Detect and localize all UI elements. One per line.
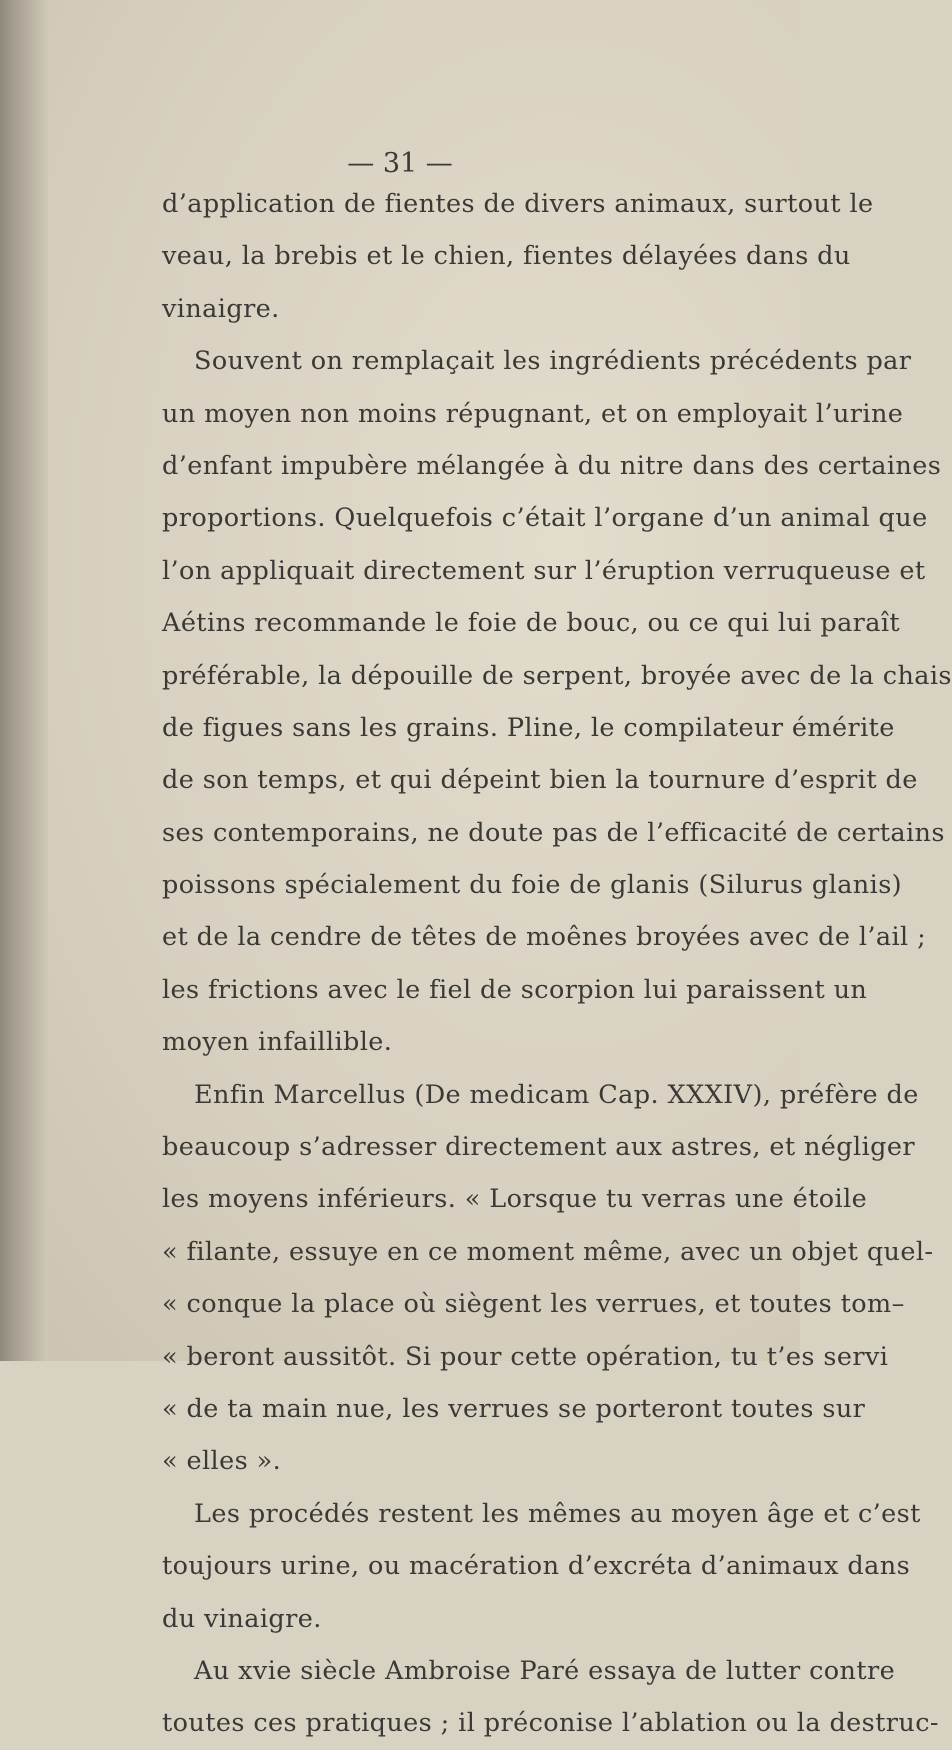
text-line: moyen infaillible.	[162, 1027, 393, 1058]
text-line: l’on appliquait directement sur l’éruption verruqueuse et	[162, 555, 926, 586]
text-line: toutes ces pratiques ; il préconise l’ablation ou la destruc-	[162, 1708, 939, 1739]
text-line: « elles ».	[162, 1446, 282, 1477]
page-number: — 31 —	[347, 148, 453, 179]
text-line: ses contemporains, ne doute pas de l’efficacité de certains	[162, 817, 945, 848]
text-line: Souvent on remplaçait les ingrédients précédents par	[194, 346, 912, 377]
text-line: d’enfant impubère mélangée à du nitre dans des certaines	[162, 450, 942, 481]
text-line: Les procédés restent les mêmes au moyen âge et c’est	[194, 1498, 921, 1529]
text-line: Au xvie siècle Ambroise Paré essaya de lutter contre	[194, 1655, 896, 1686]
text-line: proportions. Quelquefois c’était l’organe d’un animal que	[162, 503, 928, 534]
text-line: poissons spécialement du foie de glanis (Silurus glanis)	[162, 870, 903, 901]
body-text	[162, 178, 952, 1750]
text-line: « filante, essuye en ce moment même, avec un objet quel-	[162, 1236, 934, 1267]
text-line: « conque la place où siègent les verrues, et toutes tom–	[162, 1289, 905, 1320]
text-line: les frictions avec le fiel de scorpion lui paraissent un	[162, 974, 868, 1005]
text-line: beaucoup s’adresser directement aux astres, et négliger	[162, 1132, 915, 1163]
text-line: un moyen non moins répugnant, et on employait l’urine	[162, 398, 904, 429]
text-line: « beront aussitôt. Si pour cette opération, tu t’es servi	[162, 1341, 889, 1372]
text-line: veau, la brebis et le chien, fientes délayées dans du	[162, 241, 851, 272]
text-line: toujours urine, ou macération d’excréta d’animaux dans	[162, 1551, 911, 1582]
text-line: du vinaigre.	[162, 1603, 322, 1634]
text-line: préférable, la dépouille de serpent, broyée avec de la chais	[162, 660, 952, 691]
text-line: Enfin Marcellus (De medicam Cap. XXXIV), préfère de	[194, 1079, 919, 1110]
text-line: et de la cendre de têtes de moênes broyées avec de l’ail ;	[162, 922, 927, 953]
text-line: vinaigre.	[162, 293, 280, 324]
text-line: les moyens inférieurs. « Lorsque tu verras une étoile	[162, 1184, 868, 1215]
text-line: de figues sans les grains. Pline, le compilateur émérite	[162, 712, 895, 743]
page-binding-shadow	[0, 0, 48, 1361]
text-line: « de ta main nue, les verrues se porteront toutes sur	[162, 1393, 866, 1424]
text-line: Aétins recommande le foie de bouc, ou ce qui lui paraît	[162, 608, 901, 639]
text-line: de son temps, et qui dépeint bien la tournure d’esprit de	[162, 765, 918, 796]
text-line: d’application de fientes de divers animaux, surtout le	[162, 189, 874, 219]
